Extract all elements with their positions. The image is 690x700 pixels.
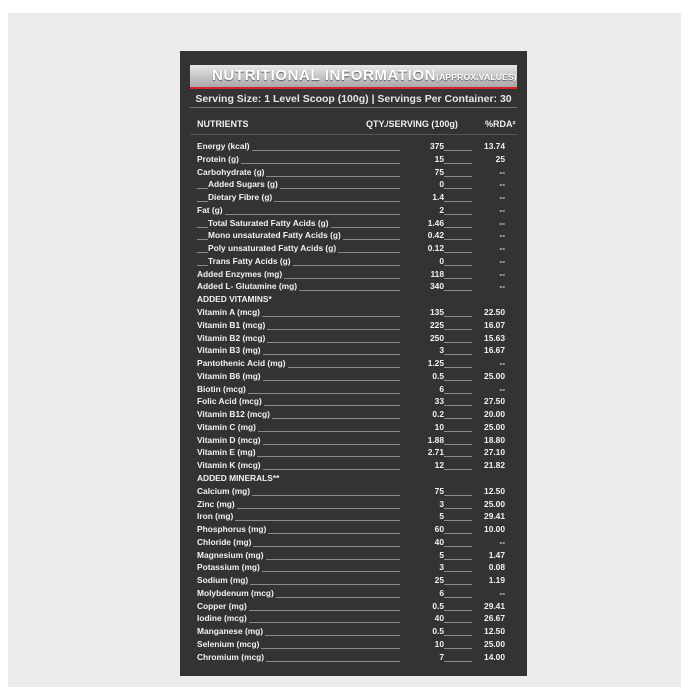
nutrient-name: Added L- Glutamine (mg) — [197, 281, 298, 292]
nutrient-quantity: 7 — [400, 652, 444, 662]
nutrient-quantity: 75 — [400, 167, 444, 177]
nutrient-name: Iodine (mcg) — [197, 613, 247, 624]
nutrient-name: Vitamin D (mcg) — [197, 434, 261, 445]
column-header-divider — [190, 134, 517, 135]
nutrient-row — [180, 626, 527, 639]
nutrient-rda: -- — [472, 179, 505, 189]
nutrient-rda: 12.50 — [472, 486, 505, 496]
nutrient-rda: 18.80 — [472, 435, 505, 445]
nutrient-row — [180, 499, 527, 512]
nutrient-name: Protein (g) — [197, 153, 239, 164]
nutrient-row — [180, 447, 527, 460]
header-divider — [190, 107, 517, 108]
nutrient-quantity: 0.5 — [400, 626, 444, 636]
nutrient-rda: -- — [472, 167, 505, 177]
nutrient-quantity: 60 — [400, 524, 444, 534]
nutrient-rda: 10.00 — [472, 524, 505, 534]
nutrient-row — [180, 243, 527, 256]
nutrient-name: Vitamin K (mcg) — [197, 460, 261, 471]
serving-info: Serving Size: 1 Level Scoop (100g) | Servings Per Container: 30 — [195, 93, 512, 105]
nutrient-name: Chloride (mg) — [197, 536, 252, 547]
nutrient-row — [180, 179, 527, 192]
nutrient-name: Total Saturated Fatty Acids (g) — [208, 217, 329, 228]
nutrient-rda: 29.41 — [472, 601, 505, 611]
nutrient-name: Vitamin E (mg) — [197, 447, 256, 458]
nutrient-rda: 27.50 — [472, 396, 505, 406]
nutrient-quantity: 1.88 — [400, 435, 444, 445]
nutrient-rda: 26.67 — [472, 613, 505, 623]
nutrient-row — [180, 460, 527, 473]
label-title — [212, 67, 517, 84]
nutrient-rda: 15.63 — [472, 333, 505, 343]
nutrient-name: Vitamin B3 (mg) — [197, 345, 261, 356]
nutrient-quantity: 135 — [400, 307, 444, 317]
nutrient-rda: 16.67 — [472, 345, 505, 355]
nutrient-rda: 25 — [472, 154, 505, 164]
nutrient-quantity: 6 — [400, 384, 444, 394]
title-note: (APPROX.VALUES) — [436, 72, 517, 82]
nutrient-quantity: 10 — [400, 422, 444, 432]
nutrient-quantity: 2 — [400, 205, 444, 215]
nutrient-name: Vitamin B12 (mcg) — [197, 409, 270, 420]
nutrient-row — [180, 486, 527, 499]
title-text: NUTRITIONAL INFORMATION — [212, 67, 437, 84]
nutrient-rda: -- — [472, 384, 505, 394]
column-header-quantity: QTY./SERVING (100g) — [366, 119, 458, 129]
nutrient-row — [180, 396, 527, 409]
nutrient-name: Added Enzymes (mg) — [197, 268, 283, 279]
nutrient-name: Calcium (mg) — [197, 485, 251, 496]
nutrient-row — [180, 422, 527, 435]
nutrient-rda: 20.00 — [472, 409, 505, 419]
nutrient-row — [180, 205, 527, 218]
nutrient-quantity: 0.42 — [400, 230, 444, 240]
nutrient-quantity: 1.25 — [400, 358, 444, 368]
nutrient-quantity: 0.5 — [400, 371, 444, 381]
nutrient-name: Biotin (mcg) — [197, 383, 246, 394]
title-accent-line — [190, 87, 517, 89]
nutrient-row — [180, 384, 527, 397]
nutrient-row — [180, 652, 527, 665]
nutrient-name: Manganese (mg) — [197, 626, 264, 637]
nutrient-row — [180, 141, 527, 154]
nutrient-name: Vitamin B2 (mcg) — [197, 332, 266, 343]
nutrient-rda: -- — [472, 243, 505, 253]
nutrition-label-panel — [180, 51, 527, 676]
nutrient-row — [180, 333, 527, 346]
nutrient-row — [180, 167, 527, 180]
nutrient-name: Copper (mg) — [197, 600, 247, 611]
nutrient-name: Carbohydrate (g) — [197, 166, 265, 177]
nutrient-rda: 16.07 — [472, 320, 505, 330]
nutrient-quantity: 40 — [400, 613, 444, 623]
nutrient-row — [180, 639, 527, 652]
nutrient-name: Molybdenum (mcg) — [197, 587, 274, 598]
nutrient-row — [180, 588, 527, 601]
nutrient-quantity: 0.2 — [400, 409, 444, 419]
nutrient-rda: 1.47 — [472, 550, 505, 560]
nutrient-name: Pantothenic Acid (mg) — [197, 358, 286, 369]
nutrient-row — [180, 218, 527, 231]
nutrient-row — [180, 550, 527, 563]
nutrient-name: Potassium (mg) — [197, 562, 260, 573]
section-heading-row — [180, 294, 527, 307]
nutrient-name: Trans Fatty Acids (g) — [208, 255, 291, 266]
nutrient-rda: -- — [472, 192, 505, 202]
nutrient-quantity: 375 — [400, 141, 444, 151]
nutrient-rda: 25.00 — [472, 371, 505, 381]
nutrient-quantity: 10 — [400, 639, 444, 649]
nutrient-rda: 25.00 — [472, 499, 505, 509]
nutrient-quantity: 5 — [400, 550, 444, 560]
nutrient-row — [180, 537, 527, 550]
nutrient-quantity: 3 — [400, 345, 444, 355]
nutrient-rda: 1.19 — [472, 575, 505, 585]
nutrient-quantity: 1.4 — [400, 192, 444, 202]
nutrient-name: Poly unsaturated Fatty Acids (g) — [208, 243, 337, 254]
nutrient-row — [180, 281, 527, 294]
nutrient-quantity: 3 — [400, 562, 444, 572]
nutrient-name: Fat (g) — [197, 204, 223, 215]
nutrient-row — [180, 320, 527, 333]
nutrient-row — [180, 613, 527, 626]
nutrient-name: Iron (mg) — [197, 511, 234, 522]
nutrient-row — [180, 562, 527, 575]
nutrient-rda: 22.50 — [472, 307, 505, 317]
nutrient-row — [180, 345, 527, 358]
image-frame — [8, 13, 681, 687]
nutrient-row — [180, 511, 527, 524]
nutrient-name: Vitamin B6 (mg) — [197, 370, 261, 381]
nutrient-quantity: 0 — [400, 256, 444, 266]
nutrient-quantity: 250 — [400, 333, 444, 343]
nutrient-rda: 27.10 — [472, 447, 505, 457]
nutrient-rda: -- — [472, 358, 505, 368]
nutrient-row — [180, 269, 527, 282]
nutrient-quantity: 12 — [400, 460, 444, 470]
nutrient-row — [180, 575, 527, 588]
nutrient-quantity: 33 — [400, 396, 444, 406]
nutrient-rda: 29.41 — [472, 511, 505, 521]
nutrient-name: Selenium (mcg) — [197, 639, 260, 650]
nutrient-name: Magnesium (mg) — [197, 549, 264, 560]
nutrient-rda: 12.50 — [472, 626, 505, 636]
nutrient-name: Zinc (mg) — [197, 498, 235, 509]
nutrient-name: Mono unsaturated Fatty Acids (g) — [208, 230, 341, 241]
nutrient-row — [180, 371, 527, 384]
nutrient-row — [180, 601, 527, 614]
nutrient-quantity: 75 — [400, 486, 444, 496]
nutrient-name: Dietary Fibre (g) — [208, 192, 273, 203]
nutrient-rda: -- — [472, 269, 505, 279]
nutrient-name: Folic Acid (mcg) — [197, 396, 262, 407]
nutrient-quantity: 5 — [400, 511, 444, 521]
nutrient-quantity: 118 — [400, 269, 444, 279]
nutrient-row — [180, 154, 527, 167]
nutrient-row — [180, 307, 527, 320]
nutrient-row — [180, 409, 527, 422]
nutrient-row — [180, 230, 527, 243]
nutrient-row — [180, 358, 527, 371]
nutrient-rda: 25.00 — [472, 422, 505, 432]
nutrient-name: Added Sugars (g) — [208, 179, 278, 190]
nutrient-name: Phosphorus (mg) — [197, 524, 267, 535]
nutrient-quantity: 0 — [400, 179, 444, 189]
nutrient-name: Vitamin C (mg) — [197, 421, 256, 432]
nutrient-name: Chromium (mcg) — [197, 651, 264, 662]
nutrient-rda: 25.00 — [472, 639, 505, 649]
section-heading: ADDED MINERALS** — [197, 473, 280, 484]
nutrient-quantity: 3 — [400, 499, 444, 509]
section-heading-row — [180, 473, 527, 486]
nutrient-name: Vitamin A (mcg) — [197, 307, 260, 317]
nutrient-quantity: 1.46 — [400, 218, 444, 228]
nutrient-rda: -- — [472, 281, 505, 291]
nutrient-quantity: 340 — [400, 281, 444, 291]
nutrient-quantity: 0.5 — [400, 601, 444, 611]
nutrient-row — [180, 524, 527, 537]
nutrient-quantity: 40 — [400, 537, 444, 547]
nutrient-quantity: 0.12 — [400, 243, 444, 253]
nutrient-name: Vitamin B1 (mcg) — [197, 319, 266, 330]
nutrient-rda: 14.00 — [472, 652, 505, 662]
nutrient-rda: -- — [472, 230, 505, 240]
nutrient-rda: -- — [472, 537, 505, 547]
nutrient-row — [180, 435, 527, 448]
title-bar — [190, 65, 517, 87]
nutrient-rda: -- — [472, 256, 505, 266]
column-header-rda: %RDA² — [485, 119, 516, 129]
nutrient-rda: 21.82 — [472, 460, 505, 470]
nutrient-quantity: 2.71 — [400, 447, 444, 457]
nutrient-rda: -- — [472, 588, 505, 598]
nutrient-rda: -- — [472, 218, 505, 228]
nutrient-quantity: 15 — [400, 154, 444, 164]
nutrient-name: Sodium (mg) — [197, 575, 249, 586]
nutrient-name: Energy (kcal) — [197, 141, 250, 151]
nutrient-quantity: 25 — [400, 575, 444, 585]
nutrient-rda: 0.08 — [472, 562, 505, 572]
nutrient-quantity: 225 — [400, 320, 444, 330]
nutrient-row — [180, 192, 527, 205]
nutrient-row — [180, 256, 527, 269]
nutrient-rda: -- — [472, 205, 505, 215]
nutrient-quantity: 6 — [400, 588, 444, 598]
column-header-nutrients: NUTRIENTS — [197, 119, 249, 129]
section-heading: ADDED VITAMINS* — [197, 294, 272, 305]
nutrient-rda: 13.74 — [472, 141, 505, 151]
